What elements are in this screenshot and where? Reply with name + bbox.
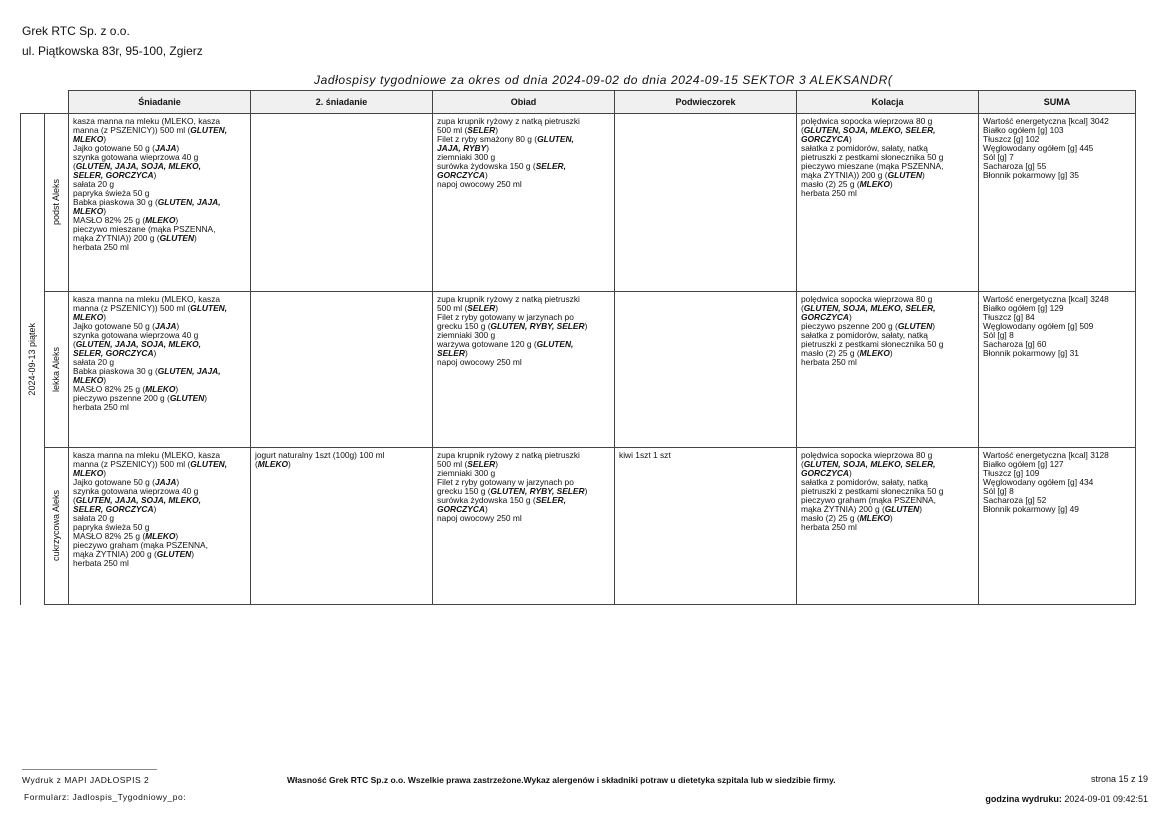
allergen-text: GORCZYCA — [437, 504, 485, 514]
meal-text: ) — [103, 468, 107, 478]
meal-text: ) — [194, 233, 197, 243]
col-header-breakfast: Śniadanie — [69, 91, 251, 114]
meal-text: 500 ml ( — [437, 125, 468, 135]
header-blank-diet — [45, 91, 69, 114]
allergen-text: SELER, GORCZYCA — [73, 170, 154, 180]
meal-text: ) — [484, 504, 488, 514]
allergen-text: GLUTEN, JAJA, — [157, 197, 221, 207]
meal-line — [255, 460, 428, 469]
weekly-menu-table — [20, 90, 1136, 605]
meal-text: pieczywo graham (mąka PSZENNA, — [801, 495, 936, 505]
allergen-text: GLUTEN — [897, 321, 933, 331]
meal-text: Filet z ryby gotowany w jarzynach po — [437, 312, 574, 322]
meal-text: sałatka z pomidorów, sałaty, natką — [801, 477, 928, 487]
meal-text: kasza manna na mleku (MLEKO, kasza — [73, 450, 221, 460]
document-title: Jadłospisy tygodniowe za okres od dnia 2024-09-02 do dnia 2024-09-15 SEKTOR 3 ALEKSANDR( — [314, 73, 893, 87]
meal-text: polędwica sopocka wieprzowa 80 g — [801, 116, 933, 126]
meal-text: ziemniaki 300 g — [437, 152, 496, 162]
meal-text: napoj owocowy 250 ml — [437, 357, 522, 367]
nutrition-value: Tłuszcz [g] 109 — [983, 468, 1040, 478]
footer-form-name: Formularz: Jadlospis_Tygodniowy_po: — [24, 792, 187, 802]
meal-text: polędwica sopocka wieprzowa 80 g — [801, 294, 933, 304]
nutrition-value: Białko ogółem [g] 103 — [983, 125, 1064, 135]
meal-text: sałata 20 g — [73, 357, 114, 367]
allergen-text: SELER — [467, 303, 496, 313]
meal-line — [73, 403, 246, 412]
company-address: ul. Piątkowska 83r, 95-100, Zgierz — [22, 44, 203, 58]
meal-text: ) — [204, 393, 208, 403]
allergen-text: GLUTEN, SOJA, MLEKO, SELER, — [803, 303, 936, 313]
meal-line — [437, 358, 610, 367]
meal-text: ) — [495, 125, 498, 135]
diet-cell — [45, 292, 69, 448]
meal-cell-second-breakfast — [251, 114, 433, 292]
meal-text: pieczywo pszenne 200 g ( — [801, 321, 898, 331]
allergen-text: GORCZYCA — [801, 468, 849, 478]
meal-text: ) — [175, 384, 179, 394]
meal-cell-breakfast — [69, 292, 251, 448]
nutrition-value: Błonnik pokarmowy [g] 31 — [983, 348, 1079, 358]
meal-text: sałata 20 g — [73, 513, 114, 523]
meal-text: zupa krupnik ryżowy z natką pietruszki — [437, 294, 580, 304]
nutrition-value: Wartość energetyczna [kcal] 3042 — [983, 116, 1109, 126]
allergen-text: SELER — [467, 459, 496, 469]
meal-cell-dinner — [797, 292, 979, 448]
meal-text: szynka gotowana wieprzowa 40 g — [73, 330, 199, 340]
allergen-text: JAJA — [154, 143, 177, 153]
meal-text: 500 ml ( — [437, 459, 468, 469]
meal-text: ) — [486, 143, 489, 153]
allergen-text: GLUTEN, JAJA, SOJA, MLEKO, — [75, 161, 201, 171]
meal-text: ) — [584, 486, 588, 496]
meal-text: ) — [103, 134, 107, 144]
meal-text: papryka świeża 50 g — [73, 188, 150, 198]
allergen-text: MLEKO — [257, 459, 289, 469]
allergen-text: GORCZYCA — [801, 312, 849, 322]
meal-text: Jajko gotowane 50 g ( — [73, 143, 155, 153]
meal-line — [801, 523, 974, 532]
meal-text: sałatka z pomidorów, sałaty, natką — [801, 330, 928, 340]
allergen-text: GLUTEN, JAJA, SOJA, MLEKO, — [75, 339, 201, 349]
meal-cell-dinner — [797, 448, 979, 605]
meal-text: ) — [584, 321, 588, 331]
meal-text: grecku 150 g ( — [437, 321, 491, 331]
meal-text: ) — [932, 321, 936, 331]
meal-text: ) — [153, 170, 157, 180]
meal-text: ( — [73, 161, 76, 171]
diet-cell — [45, 114, 69, 292]
meal-text: mąka ŻYTNIA)) 200 g ( — [73, 233, 160, 243]
meal-text: herbata 250 ml — [801, 188, 857, 198]
meal-text: mąka ŻYTNIA)) 200 g ( — [801, 170, 888, 180]
allergen-text: GLUTEN — [159, 233, 195, 243]
meal-text: ) — [175, 531, 179, 541]
allergen-text: GLUTEN, — [537, 134, 574, 144]
meal-text: manna (z PSZENICY)) 500 ml ( — [73, 459, 191, 469]
nutrition-value: Sól [g] 8 — [983, 486, 1014, 496]
nutrition-value: Błonnik pokarmowy [g] 49 — [983, 504, 1079, 514]
allergen-text: GLUTEN — [156, 549, 192, 559]
meal-text: MASŁO 82% 25 g ( — [73, 215, 146, 225]
meal-text: Jajko gotowane 50 g ( — [73, 477, 155, 487]
meal-text: masło (2) 25 g ( — [801, 348, 860, 358]
meal-text: mąka ŻYTNIA) 200 g ( — [801, 504, 885, 514]
nutrition-value: Tłuszcz [g] 102 — [983, 134, 1040, 144]
allergen-text: SELER, — [535, 161, 566, 171]
meal-text: ) — [495, 459, 498, 469]
meal-text: pieczywo mieszane (mąka PSZENNA, — [801, 161, 944, 171]
sum-cell — [979, 448, 1136, 605]
meal-text: ) — [191, 549, 195, 559]
footer-divider — [22, 769, 157, 770]
meal-text: herbata 250 ml — [801, 357, 857, 367]
meal-cell-lunch — [433, 114, 615, 292]
meal-text: Babka piaskowa 30 g ( — [73, 366, 158, 376]
meal-text: surówka żydowska 150 g ( — [437, 161, 536, 171]
meal-cell-breakfast — [69, 448, 251, 605]
meal-text: ) — [176, 143, 180, 153]
allergen-text: MLEKO — [859, 179, 890, 189]
allergen-text: GLUTEN — [887, 170, 923, 180]
meal-text: ) — [919, 504, 923, 514]
meal-text: manna (z PSZENICY)) 500 ml ( — [73, 125, 191, 135]
allergen-text: MLEKO — [73, 468, 104, 478]
meal-text: Jajko gotowane 50 g ( — [73, 321, 155, 331]
allergen-text: GLUTEN, RYBY, SELER — [490, 486, 585, 496]
meal-text: herbata 250 ml — [73, 402, 129, 412]
nutrition-value: Tłuszcz [g] 84 — [983, 312, 1035, 322]
meal-text: MASŁO 82% 25 g ( — [73, 531, 146, 541]
meal-text: Filet z ryby smażony 80 g ( — [437, 134, 538, 144]
sum-cell — [979, 114, 1136, 292]
company-name: Grek RTC Sp. z o.o. — [22, 24, 130, 38]
meal-text: papryka świeża 50 g — [73, 522, 150, 532]
meal-text: ( — [255, 459, 258, 469]
allergen-text: SELER, — [535, 495, 566, 505]
meal-text: pietruszki z pestkami słonecznika 50 g — [801, 339, 944, 349]
meal-text: Filet z ryby gotowany w jarzynach po — [437, 477, 574, 487]
allergen-text: GLUTEN, SOJA, MLEKO, SELER, — [803, 459, 936, 469]
meal-text: napoj owocowy 250 ml — [437, 179, 522, 189]
allergen-text: JAJA — [154, 477, 177, 487]
allergen-text: SELER — [437, 348, 465, 358]
allergen-text: GLUTEN, — [190, 125, 228, 135]
nutrition-value: Sacharoza [g] 60 — [983, 339, 1047, 349]
meal-line — [437, 514, 610, 523]
meal-text: ) — [495, 303, 498, 313]
nutrition-value: Sól [g] 7 — [983, 152, 1014, 162]
meal-text: ) — [288, 459, 291, 469]
allergen-text: SELER — [467, 125, 496, 135]
meal-text: herbata 250 ml — [73, 242, 129, 252]
meal-cell-afternoon-snack — [615, 292, 797, 448]
allergen-text: MLEKO — [73, 312, 104, 322]
meal-text: ( — [801, 125, 804, 135]
header-row — [21, 91, 1136, 114]
meal-text: ) — [103, 206, 107, 216]
meal-line — [73, 559, 246, 568]
meal-cell-afternoon-snack — [615, 448, 797, 605]
meal-text: napoj owocowy 250 ml — [437, 513, 522, 523]
meal-text: ) — [848, 312, 852, 322]
meal-text: sałatka z pomidorów, sałaty, natką — [801, 143, 928, 153]
meal-text: ) — [889, 348, 893, 358]
meal-text: pietruszki z pestkami słonecznika 50 g — [801, 152, 944, 162]
nutrition-value: Sól [g] 8 — [983, 330, 1014, 340]
allergen-text: SELER, GORCZYCA — [73, 348, 154, 358]
meal-text: ) — [464, 348, 468, 358]
meal-text: ziemniaki 300 g — [437, 468, 496, 478]
meal-text: pieczywo pszenne 200 g ( — [73, 393, 170, 403]
meal-line — [801, 189, 974, 198]
meal-text: grecku 150 g ( — [437, 486, 491, 496]
header-blank-day — [21, 91, 45, 114]
col-header-second-breakfast: 2. śniadanie — [251, 91, 433, 114]
meal-text: pieczywo graham (mąka PSZENNA, — [73, 540, 208, 550]
sum-cell — [979, 292, 1136, 448]
day-label: 2024-09-13 piątek — [27, 322, 37, 396]
meal-text: ) — [848, 468, 852, 478]
allergen-text: GLUTEN — [884, 504, 920, 514]
footer-printout-source: Wydruk z MAPI JADŁOSPIS 2 — [22, 775, 150, 785]
meal-text: ( — [801, 459, 804, 469]
nutrition-value: Wartość energetyczna [kcal] 3128 — [983, 450, 1109, 460]
nutrition-value: Węglowodany ogółem [g] 445 — [983, 143, 1094, 153]
meal-text: polędwica sopocka wieprzowa 80 g — [801, 450, 933, 460]
nutrition-value: Białko ogółem [g] 129 — [983, 303, 1064, 313]
meal-text: ) — [175, 215, 179, 225]
print-time-label: godzina wydruku: — [985, 794, 1062, 804]
meal-text: ziemniaki 300 g — [437, 330, 496, 340]
table-row — [21, 292, 1136, 448]
footer-print-time — [985, 794, 1148, 804]
meal-text: masło (2) 25 g ( — [801, 179, 860, 189]
meal-text: kiwi 1szt 1 szt — [619, 450, 671, 460]
allergen-text: MLEKO — [859, 513, 890, 523]
meal-text: masło (2) 25 g ( — [801, 513, 860, 523]
allergen-text: GLUTEN, SOJA, MLEKO, SELER, — [803, 125, 936, 135]
nutrition-value: Błonnik pokarmowy [g] 35 — [983, 170, 1079, 180]
diet-label: lekka Aleks — [51, 346, 61, 393]
nutrition-value: Węglowodany ogółem [g] 434 — [983, 477, 1094, 487]
meal-text: sałata 20 g — [73, 179, 114, 189]
print-time-value: 2024-09-01 09:42:51 — [1064, 794, 1148, 804]
meal-text: ) — [103, 312, 107, 322]
allergen-text: GLUTEN, — [536, 339, 574, 349]
nutrition-value: Wartość energetyczna [kcal] 3248 — [983, 294, 1109, 304]
meal-text: jogurt naturalny 1szt (100g) 100 ml — [255, 450, 385, 460]
meal-text: pietruszki z pestkami słonecznika 50 g — [801, 486, 944, 496]
meal-text: herbata 250 ml — [73, 558, 129, 568]
diet-label: cukrzycowa Aleks — [51, 490, 61, 562]
allergen-text: GLUTEN, JAJA, — [157, 366, 221, 376]
allergen-text: GORCZYCA — [801, 134, 849, 144]
allergen-text: SELER, GORCZYCA — [73, 504, 154, 514]
meal-text: ) — [153, 504, 157, 514]
meal-text: zupa krupnik ryżowy z natką pietruszki — [437, 116, 580, 126]
allergen-text: MLEKO — [73, 206, 104, 216]
nutrition-value: Białko ogółem [g] 127 — [983, 459, 1064, 469]
allergen-text: MLEKO — [859, 348, 890, 358]
meal-line — [801, 358, 974, 367]
allergen-text: GLUTEN, — [190, 459, 228, 469]
meal-text: warzywa gotowane 120 g ( — [437, 339, 537, 349]
meal-text: surówka żydowska 150 g ( — [437, 495, 536, 505]
allergen-text: GLUTEN, RYBY, SELER — [490, 321, 585, 331]
meal-cell-afternoon-snack — [615, 114, 797, 292]
meal-text: MASŁO 82% 25 g ( — [73, 384, 146, 394]
nutrition-value: Sacharoza [g] 52 — [983, 495, 1047, 505]
meal-text: ) — [922, 170, 925, 180]
diet-label: podst Aleks — [51, 179, 61, 226]
meal-line — [73, 243, 246, 252]
allergen-text: MLEKO — [73, 375, 104, 385]
meal-text: szynka gotowana wieprzowa 40 g — [73, 486, 199, 496]
meal-line — [619, 451, 792, 460]
meal-text: kasza manna na mleku (MLEKO, kasza — [73, 116, 221, 126]
allergen-text: MLEKO — [145, 531, 176, 541]
meal-text: ) — [848, 134, 852, 144]
allergen-text: GORCZYCA — [437, 170, 485, 180]
allergen-text: GLUTEN — [169, 393, 205, 403]
meal-text: ) — [176, 477, 180, 487]
meal-line — [437, 180, 610, 189]
allergen-text: GLUTEN, JAJA, SOJA, MLEKO, — [75, 495, 201, 505]
col-header-lunch: Obiad — [433, 91, 615, 114]
meal-text: manna (z PSZENICY)) 500 ml ( — [73, 303, 191, 313]
day-cell — [21, 114, 45, 605]
meal-text: 500 ml ( — [437, 303, 468, 313]
meal-text: ) — [103, 375, 107, 385]
col-header-afternoon-snack: Podwieczorek — [615, 91, 797, 114]
nutrition-value: Sacharoza [g] 55 — [983, 161, 1047, 171]
nutrition-value: Węglowodany ogółem [g] 509 — [983, 321, 1094, 331]
meal-text: zupa krupnik ryżowy z natką pietruszki — [437, 450, 580, 460]
meal-text: ) — [484, 170, 488, 180]
meal-text: ( — [73, 495, 76, 505]
meal-text: ) — [889, 513, 893, 523]
meal-cell-dinner — [797, 114, 979, 292]
meal-text: mąka ŻYTNIA) 200 g ( — [73, 549, 157, 559]
allergen-text: MLEKO — [145, 384, 176, 394]
allergen-text: MLEKO — [145, 215, 176, 225]
meal-text: ) — [153, 348, 157, 358]
col-header-sum: SUMA — [979, 91, 1136, 114]
meal-text: ( — [801, 303, 804, 313]
allergen-text: JAJA, RYBY — [437, 143, 487, 153]
table-row — [21, 448, 1136, 605]
diet-cell — [45, 448, 69, 605]
meal-text: ( — [73, 339, 76, 349]
footer-ownership-notice: Własność Grek RTC Sp.z o.o. Wszelkie prawa zastrzeżone.Wykaz alergenów i składniki potraw u dietetyka szpitala lub w siedzibie firmy. — [287, 775, 836, 785]
col-header-dinner: Kolacja — [797, 91, 979, 114]
meal-text: pieczywo mieszane (mąka PSZENNA, — [73, 224, 216, 234]
meal-text: ) — [176, 321, 180, 331]
footer-page-number: strona 15 z 19 — [1090, 774, 1148, 784]
meal-cell-second-breakfast — [251, 448, 433, 605]
meal-cell-lunch — [433, 448, 615, 605]
table-row — [21, 114, 1136, 292]
meal-cell-breakfast — [69, 114, 251, 292]
meal-cell-second-breakfast — [251, 292, 433, 448]
meal-cell-lunch — [433, 292, 615, 448]
allergen-text: GLUTEN, — [190, 303, 228, 313]
meal-text: herbata 250 ml — [801, 522, 857, 532]
meal-text: kasza manna na mleku (MLEKO, kasza — [73, 294, 221, 304]
meal-text: Babka piaskowa 30 g ( — [73, 197, 158, 207]
allergen-text: JAJA — [154, 321, 177, 331]
meal-text: ) — [889, 179, 893, 189]
meal-text: szynka gotowana wieprzowa 40 g — [73, 152, 199, 162]
allergen-text: MLEKO — [73, 134, 104, 144]
